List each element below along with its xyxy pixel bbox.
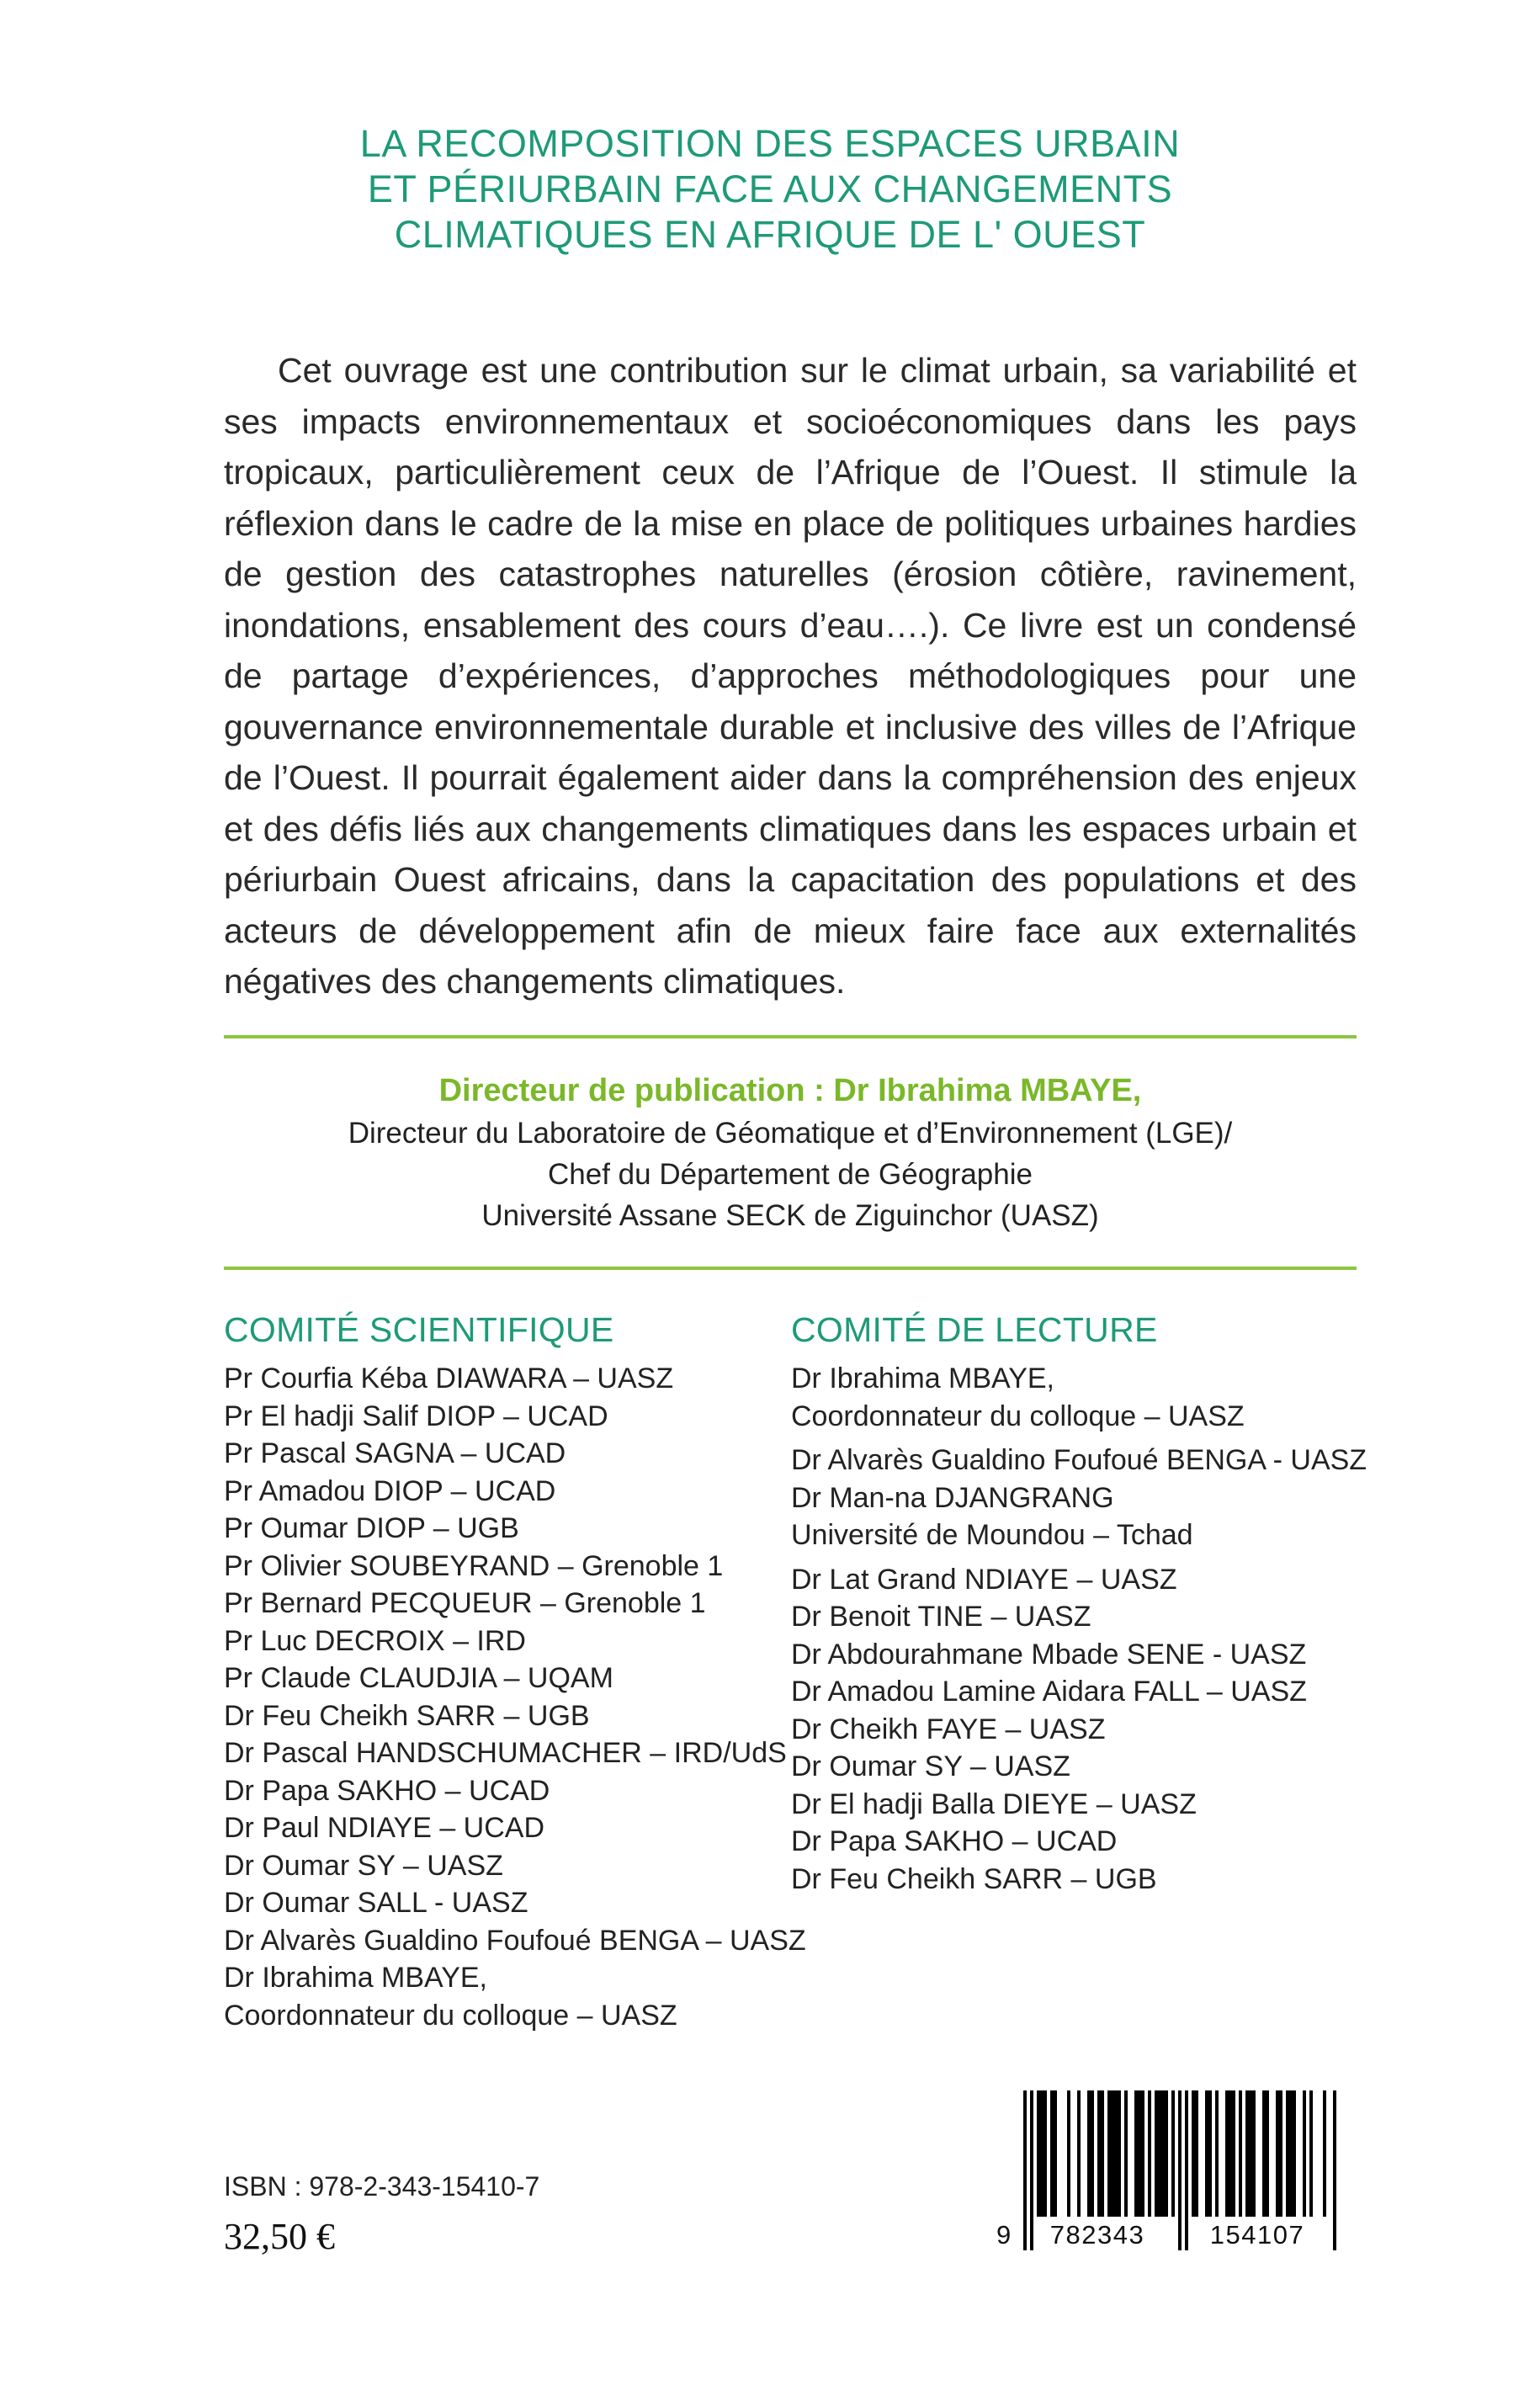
barcode-bar [1208,2090,1212,2217]
barcode-first-digit: 9 [996,2220,1012,2250]
list-item [791,1479,1380,1554]
list-item: Dr Oumar SY – UASZ [224,1849,503,1882]
barcode-bar [1289,2090,1293,2217]
list-item: Dr Feu Cheikh SARR – UGB [224,1699,590,1732]
barcode-bar [1245,2090,1249,2217]
list-item: Pr Olivier SOUBEYRAND – Grenoble 1 [224,1549,724,1582]
list-item: Pr Oumar DIOP – UGB [224,1512,519,1544]
scientific-committee-list [224,1360,806,2034]
list-item: Dr Benoit TINE – UASZ [791,1601,1091,1633]
barcode-bar [1165,2090,1168,2217]
abstract-paragraph: Cet ouvrage est une contribution sur le climat urbain, sa variabilité et ses impacts environnementaux et socioéconomiques dans les pays tropicaux, particulièrement ceux de l’Afrique de l’Ouest. Il stimule la réflexion dans le cadre de la mise en place de politiques urbaines hardies de gestion des catastrophes naturelles (érosion côtière, ravinement, inondations, ensablement des cours d’eau….). Ce livre est un condensé de partage d’expériences, d’approches méthodologiques pour une gouvernance environnementale durable et inclusive des villes de l’Afrique de l’Ouest. Il pourrait également aider dans la compréhension des enjeux et des défis liés aux changements climatiques dans les espaces urbain et périurbain Ouest africains, dans la capacitation des populations et des acteurs de développement afin de mieux faire face aux externalités négatives des changements climatiques. [224,351,1357,1001]
list-item: Dr Pascal HANDSCHUMACHER – IRD/UdS [224,1737,787,1769]
barcode-bar [1040,2090,1043,2217]
list-item: Coordonnateur du colloque – UASZ [224,1999,677,2032]
barcode-bar [1158,2090,1161,2217]
barcode-bar [1091,2090,1094,2217]
list-item: Pr El hadji Salif DIOP – UCAD [224,1400,608,1432]
barcode-bar [1114,2090,1118,2217]
isbn-number: ISBN : 978-2-343-15410-7 [224,2171,540,2202]
director-line: Directeur du Laboratoire de Géomatique et d’Environnement (LGE)/ [348,1117,1233,1150]
barcode-bar [1155,2090,1158,2217]
member-affiliation: Université de Moundou – Tchad [791,1519,1193,1551]
scientific-committee [224,1306,806,2034]
list-item: Dr Paul NDIAYE – UCAD [224,1812,545,1844]
list-item: Pr Pascal SAGNA – UCAD [224,1437,566,1469]
director-line: Université Assane SECK de Ziguinchor (UASZ) [481,1199,1099,1232]
barcode-bar [1225,2090,1229,2217]
barcode-bar [1111,2090,1114,2217]
list-item: Pr Bernard PECQUEUR – Grenoble 1 [224,1587,706,1619]
scientific-committee-heading: COMITÉ SCIENTIFIQUE [224,1310,614,1349]
barcode-bar [1239,2090,1242,2217]
barcode-bar [1303,2090,1306,2217]
barcode-bar [1215,2090,1219,2217]
reading-committee-list [791,1360,1380,1898]
reading-committee [791,1306,1380,1898]
list-item: Dr Oumar SY – UASZ [791,1750,1070,1782]
barcode-bar [1138,2090,1141,2217]
list-item: Dr Oumar SALL - UASZ [224,1887,528,1919]
barcode-bar [1148,2090,1151,2217]
list-item: Dr Alvarès Gualdino Foufoué BENGA – UASZ [224,1924,806,1957]
barcode-bar [1266,2090,1269,2217]
list-item: Dr El hadji Balla DIEYE – UASZ [791,1787,1197,1820]
list-item: Dr Ibrahima MBAYE, [224,1962,488,1994]
barcode-bar [1043,2090,1047,2217]
barcode-bar [1192,2090,1195,2217]
barcode-bar [1050,2090,1054,2217]
barcode-bar [1037,2090,1040,2217]
list-item: Pr Courfia Kéba DIAWARA – UASZ [224,1362,674,1394]
barcode-bar [1232,2090,1235,2217]
barcode-bar [1107,2090,1111,2217]
list-item: Dr Abdourahmane Mbade SENE - UASZ [791,1638,1307,1671]
barcode-bar [1134,2090,1138,2217]
list-item: Pr Luc DECROIX – IRD [224,1624,526,1657]
member-name: Dr Man-na DJANGRANG [791,1481,1114,1514]
barcode-bar [1229,2090,1232,2217]
title-line: ET PÉRIURBAIN FACE AUX CHANGEMENTS [367,167,1173,210]
barcode-bar [1161,2090,1165,2217]
barcode-right-group: 154107 [1209,2220,1305,2250]
barcode-bar [1262,2090,1266,2217]
list-item: Pr Amadou DIOP – UCAD [224,1474,556,1507]
title-line: LA RECOMPOSITION DES ESPACES URBAIN [359,122,1181,165]
title-line: CLIMATIQUES EN AFRIQUE DE L' OUEST [394,213,1146,256]
barcode-bar [1276,2090,1279,2217]
director-block [224,1069,1357,1236]
barcode-bar [1097,2090,1101,2217]
barcode-bar [1101,2090,1104,2217]
barcode-bar [1195,2090,1198,2217]
barcode-bar [1077,2090,1081,2217]
list-item: Dr Papa SAKHO – UCAD [791,1825,1118,1857]
member-name: Dr Ibrahima MBAYE, [791,1362,1055,1394]
barcode-bar [1286,2090,1289,2217]
barcode-bar [1323,2090,1326,2217]
list-item: Dr Feu Cheikh SARR – UGB [791,1862,1157,1895]
barcode-bar [1309,2090,1313,2217]
divider-top [224,1035,1357,1038]
list-item: Pr Claude CLAUDJIA – UQAM [224,1662,613,1694]
list-item: Dr Papa SAKHO – UCAD [224,1774,550,1807]
barcode-bar [1171,2090,1175,2217]
barcode-bar [1118,2090,1121,2217]
barcode [996,2090,1336,2259]
director-line: Chef du Département de Géographie [548,1158,1033,1191]
book-title [223,121,1317,258]
barcode-bar [1279,2090,1282,2217]
price: 32,50 € [224,2216,335,2257]
barcode-bar [1067,2090,1070,2217]
list-item: Dr Lat Grand NDIAYE – UASZ [791,1563,1177,1596]
barcode-bar [1087,2090,1091,2217]
barcode-bar [1141,2090,1144,2217]
barcode-bar [1205,2090,1208,2217]
member-affiliation: Coordonnateur du colloque – UASZ [791,1400,1245,1432]
barcode-left-group: 782343 [1049,2220,1145,2250]
reading-committee-heading: COMITÉ DE LECTURE [791,1310,1158,1349]
barcode-bar [1293,2090,1296,2217]
list-item: Dr Amadou Lamine Aidara FALL – UASZ [791,1676,1307,1708]
divider-bottom [224,1267,1357,1270]
list-item: Dr Alvarès Gualdino Foufoué BENGA - UASZ [791,1444,1367,1476]
barcode-digits [996,2220,1336,2250]
director-title: Directeur de publication : Dr Ibrahima MBAYE, [438,1073,1142,1108]
barcode-bar [1249,2090,1252,2217]
barcode-bar [1124,2090,1128,2217]
list-item [791,1360,1380,1435]
list-item: Dr Cheikh FAYE – UASZ [791,1713,1106,1745]
barcode-bar [1252,2090,1256,2217]
barcode-bar [1054,2090,1057,2217]
